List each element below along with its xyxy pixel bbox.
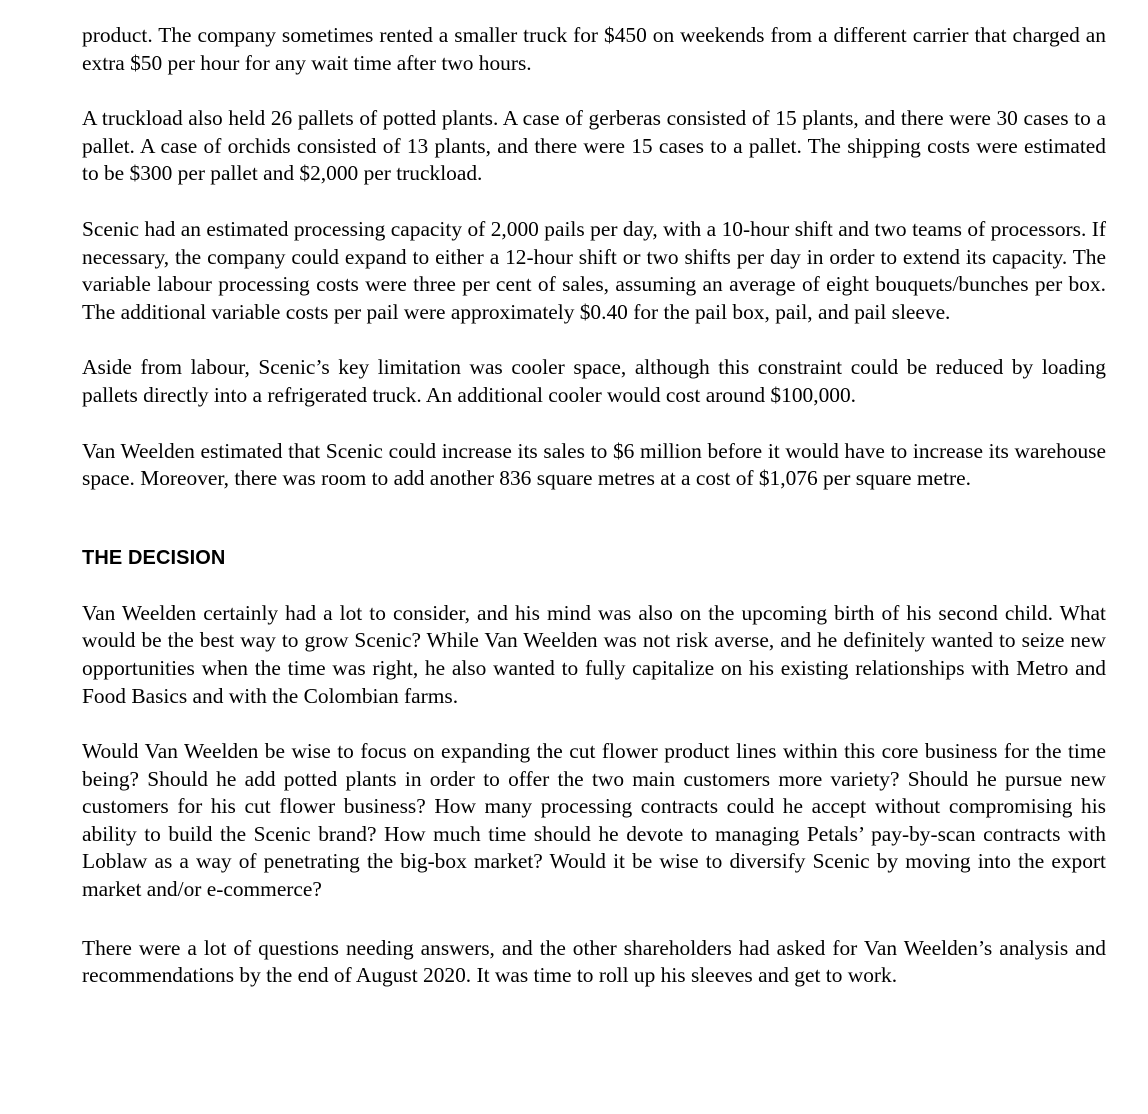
paragraph-decision-conclusion: There were a lot of questions needing answers, and the other shareholders had asked for Van Weelden’s analysis and recommendations by the end of August 2020. It was time to roll up his sleeves and get to work.	[82, 935, 1106, 988]
paragraph-truck-rental: product. The company sometimes rented a smaller truck for $450 on weekends from a different carrier that charged an extra $50 per hour for any wait time after two hours.	[82, 23, 1106, 75]
paragraph-cooler-space: Aside from labour, Scenic’s key limitation was cooler space, although this constraint could be reduced by loading pallets directly into a refrigerated truck. An additional cooler would cost around $100,000.	[82, 355, 1106, 407]
paragraph-potted-plants: A truckload also held 26 pallets of potted plants. A case of gerberas consisted of 15 plants, and there were 30 cases to a pallet. A case of orchids consisted of 13 plants, and there were 15 cases to a pallet. The shipping costs were estimated to be $300 per pallet and $2,000 per truckload.	[82, 106, 1106, 186]
paragraph-processing-capacity: Scenic had an estimated processing capacity of 2,000 pails per day, with a 10-hour shift and two teams of processors. If necessary, the company could expand to either a 12-hour shift or two shifts per day in order to extend its capacity. The variable labour processing costs were three per cent of sales, assuming an average of eight bouquets/bunches per box. The additional variable costs per pail were approximately $0.40 for the pail box, pail, and pail sleeve.	[82, 216, 1106, 324]
paragraph-decision-questions: Would Van Weelden be wise to focus on expanding the cut flower product lines within this core business for the time being? Should he add potted plants in order to offer the two main customers more variety? Should he pursue new customers for his cut flower business? How many processing contracts could he accept without compromising his ability to build the Scenic brand? How much time should he devote to managing Petals’ pay-by-scan contracts with Loblaw as a way of penetrating the big-box market? Would it be wise to diversify Scenic by moving into the export market and/or e-commerce?	[82, 739, 1106, 902]
document-page	[82, 22, 1106, 1018]
paragraph-decision-intro: Van Weelden certainly had a lot to consider, and his mind was also on the upcoming birth of his second child. What would be the best way to grow Scenic? While Van Weelden was not risk averse, and he definitely wanted to seize new opportunities when the time was right, he also wanted to fully capitalize on his existing relationships with Metro and Food Basics and with the Colombian farms.	[82, 600, 1106, 708]
paragraph-warehouse-space: Van Weelden estimated that Scenic could increase its sales to $6 million before it would have to increase its warehouse space. Moreover, there was room to add another 836 square metres at a cost of $1,076 per square metre.	[82, 438, 1106, 491]
section-heading-the-decision: THE DECISION	[82, 546, 226, 569]
